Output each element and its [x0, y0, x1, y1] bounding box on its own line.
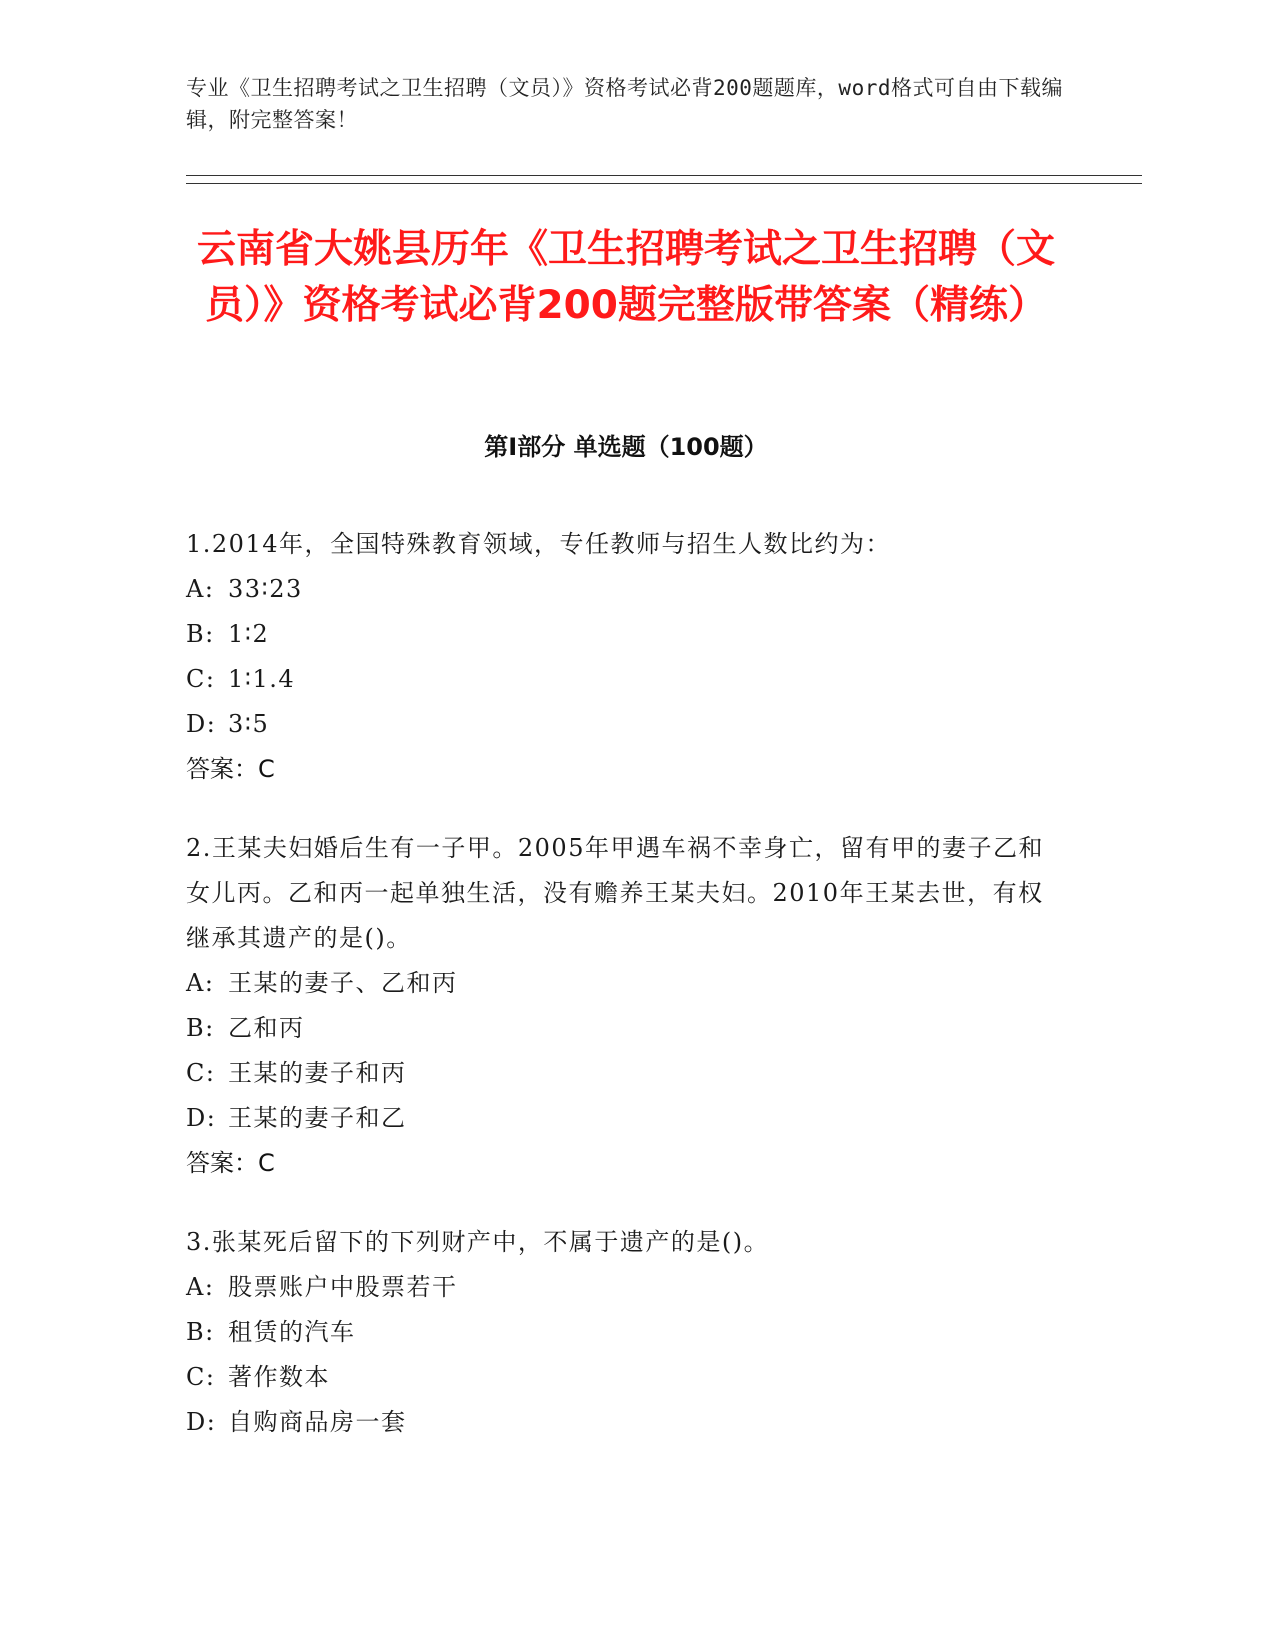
option-key: D:: [186, 1408, 217, 1436]
header-divider-top: [186, 175, 1142, 176]
option-text: 乙和丙: [228, 1014, 305, 1042]
question-stem: 2.王某夫妇婚后生有一子甲。2005年甲遇车祸不幸身亡，留有甲的妻子乙和女儿丙。乙和丙一起单独生活，没有赡养王某夫妇。2010年王某去世，有权继承其遗产的是()。: [186, 834, 1044, 952]
option-a: [186, 961, 1056, 1006]
option-text: 3∶5: [228, 710, 270, 738]
option-text: 王某的妻子、乙和丙: [228, 969, 458, 997]
option-key: A:: [186, 575, 215, 603]
option-key: C:: [186, 1363, 216, 1391]
option-text: 自购商品房一套: [228, 1408, 407, 1436]
option-a: [186, 1265, 1056, 1310]
option-b: [186, 1310, 1056, 1355]
document-title: 云南省大姚县历年《卫生招聘考试之卫生招聘（文员）》资格考试必背200题完整版带答案（精练）: [196, 227, 1055, 328]
header-divider-bottom: [186, 183, 1142, 184]
option-text: 1∶1.4: [228, 665, 296, 693]
option-key: D:: [186, 710, 217, 738]
question-stem: 3.张某死后留下的下列财产中，不属于遗产的是()。: [186, 1228, 770, 1256]
option-text: 著作数本: [228, 1363, 330, 1391]
option-text: 1∶2: [228, 620, 270, 648]
option-c: [186, 1051, 1056, 1096]
option-key: A:: [186, 1273, 215, 1301]
option-b: [186, 1006, 1056, 1051]
question-stem: 1.2014年，全国特殊教育领域，专任教师与招生人数比约为：: [186, 530, 891, 558]
option-key: C:: [186, 665, 216, 693]
option-d: [186, 1096, 1056, 1141]
header-note: 专业《卫生招聘考试之卫生招聘（文员）》资格考试必背200题题库，word格式可自由下载编辑，附完整答案！: [186, 76, 1063, 132]
answer: 答案：C: [186, 1149, 275, 1177]
option-key: B:: [186, 1014, 215, 1042]
option-key: D:: [186, 1104, 217, 1132]
option-text: 股票账户中股票若干: [228, 1273, 458, 1301]
option-key: A:: [186, 969, 215, 997]
option-text: 租赁的汽车: [228, 1318, 356, 1346]
question-3: [186, 1220, 1056, 1445]
option-b: [186, 612, 1056, 657]
question-2: [186, 826, 1056, 1186]
option-a: [186, 567, 1056, 612]
option-text: 王某的妻子和丙: [228, 1059, 407, 1087]
section-heading: 第I部分 单选题（100题）: [484, 433, 768, 461]
option-d: [186, 1400, 1056, 1445]
option-d: [186, 702, 1056, 747]
option-key: C:: [186, 1059, 216, 1087]
option-text: 王某的妻子和乙: [228, 1104, 407, 1132]
option-key: B:: [186, 620, 215, 648]
question-1: [186, 522, 1056, 792]
answer: 答案：C: [186, 755, 275, 783]
question-list: [186, 522, 1056, 1479]
option-key: B:: [186, 1318, 215, 1346]
option-text: 33∶23: [228, 575, 303, 603]
option-c: [186, 657, 1056, 702]
option-c: [186, 1355, 1056, 1400]
